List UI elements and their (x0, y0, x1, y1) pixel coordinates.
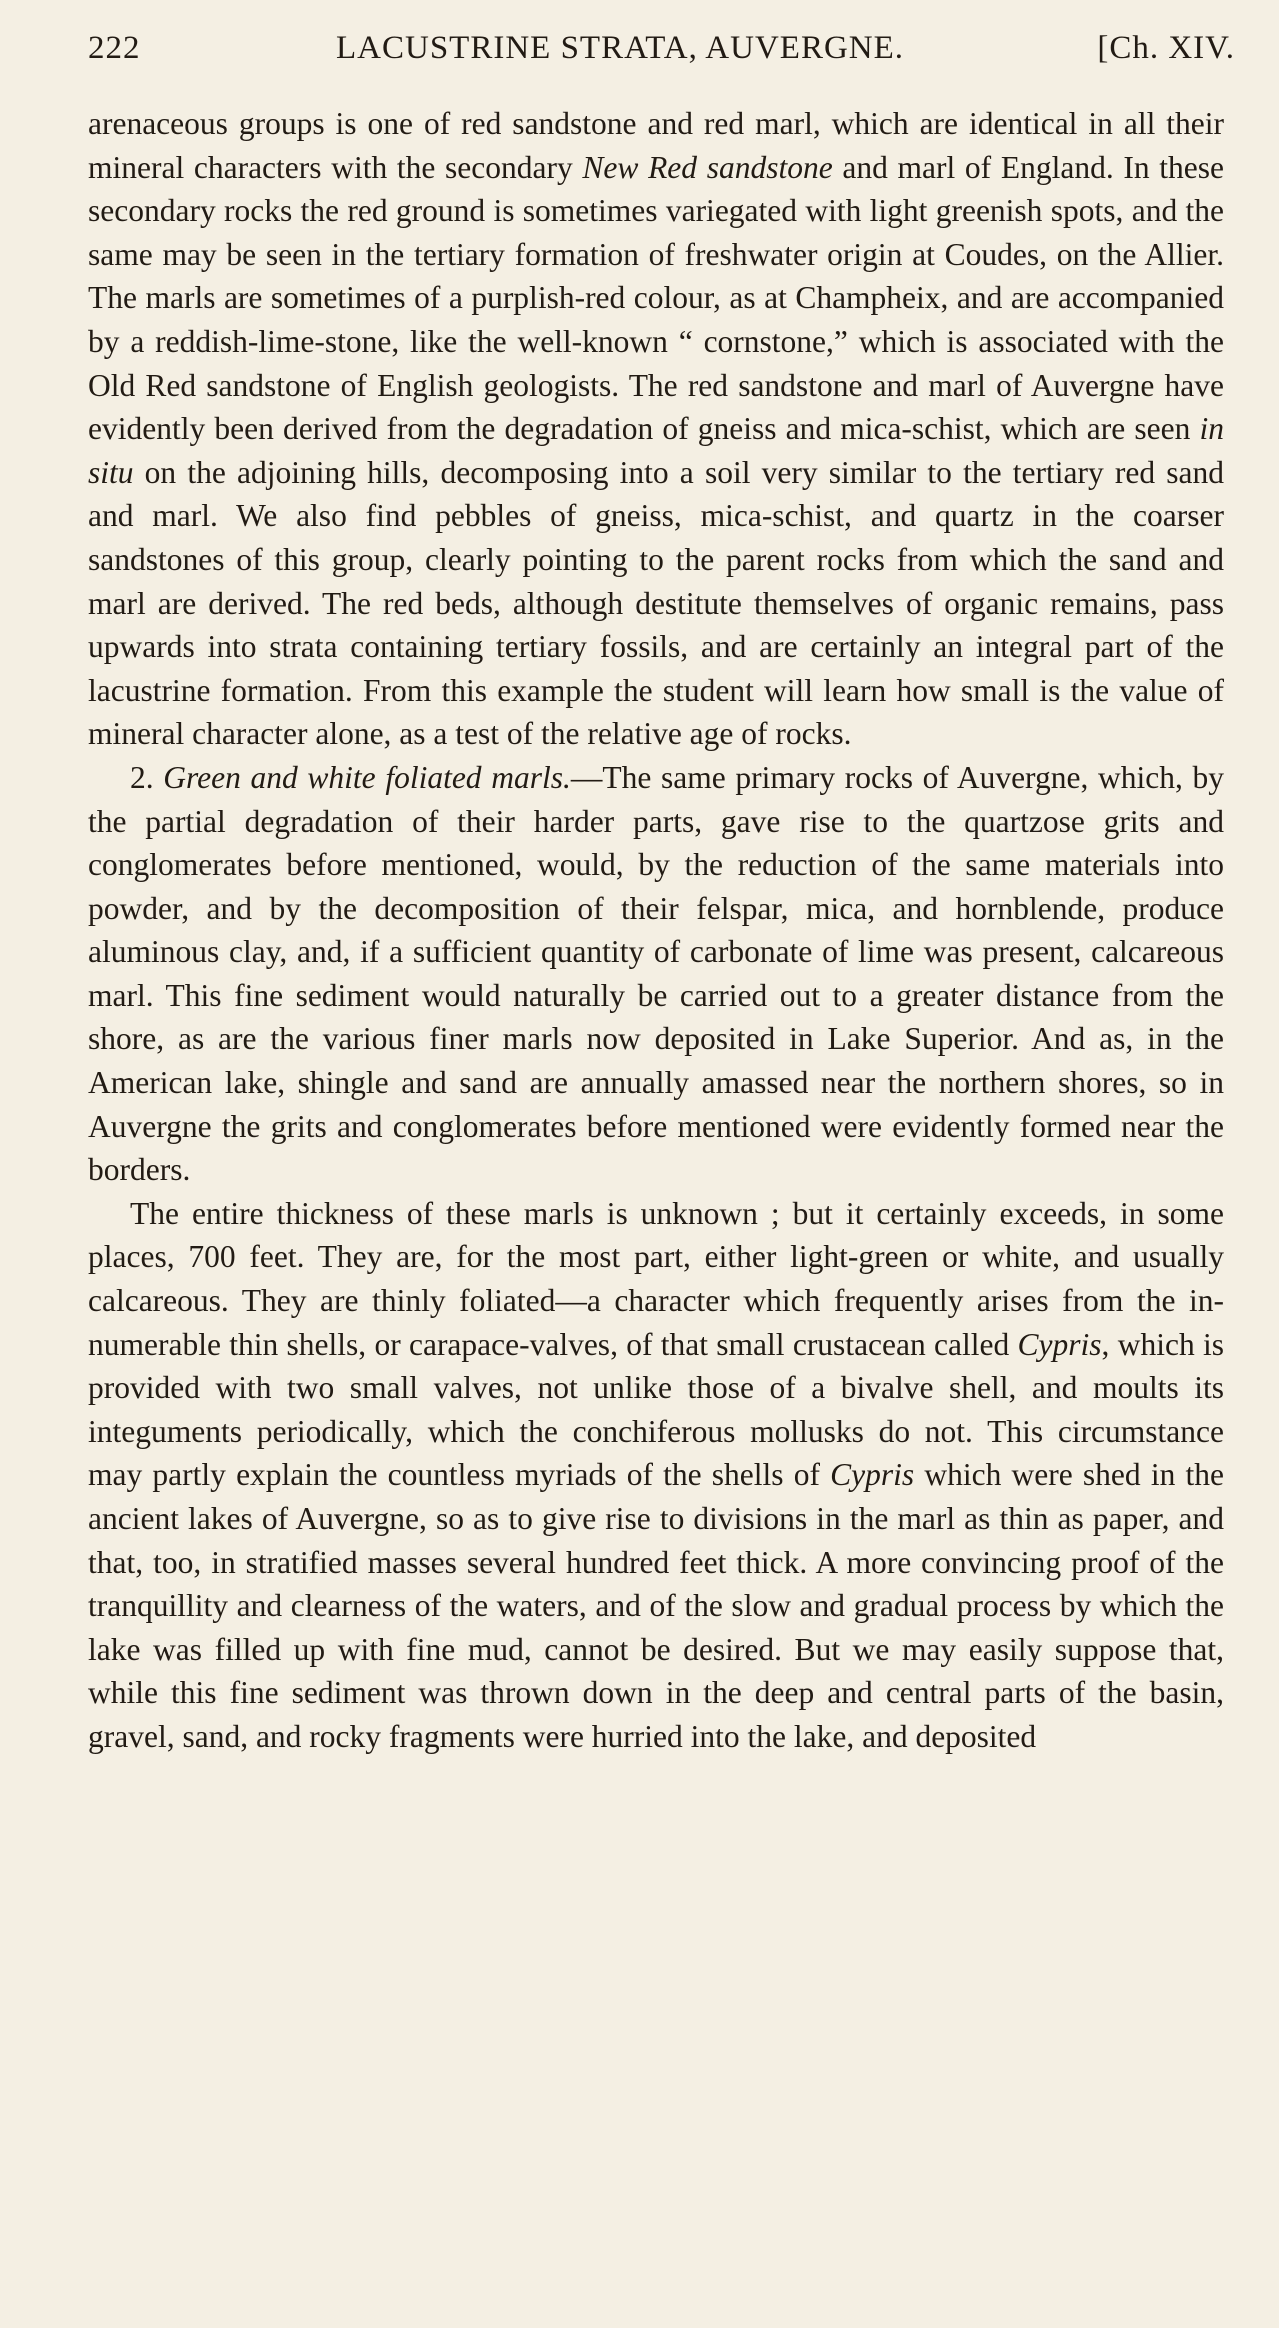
paragraph-foliated-marls (88, 756, 1224, 1192)
italic-term: New Red sandstone (582, 149, 833, 185)
italic-term: Cypris (1017, 1326, 1102, 1362)
italic-term: Cypris (830, 1457, 915, 1493)
paragraph-text: The entire thickness of these marls is unknown ; but it certainly exceeds, in some places, 700 feet. They are, for the most part, either light-green or white, and usually calcareous. They are thinly foliated—a character which frequently arises from the in-numerable thin shells, or carapace-valves, of that small crustacean called (88, 1195, 1224, 1362)
paragraph-text: and marl of England. In these secondary rocks the red ground is sometimes variegated with light greenish spots, and the same may be seen in the tertiary formation of freshwater origin at Coudes, on the Allier. The marls are sometimes of a purplish-red colour, as at Champheix, and are accompanied by a reddish-lime-stone, like the well-known “ cornstone,” which is associated with the Old Red sandstone of English geologists. The red sandstone and marl of Auvergne have evidently been derived from the degradation of gneiss and mica-schist, which are seen (88, 149, 1224, 447)
italic-term: in situ (88, 411, 1224, 490)
paragraph-text: 2. (130, 759, 164, 795)
page-body (88, 102, 1224, 1759)
paragraph-text: which were shed in the ancient lakes of Auvergne, so as to give rise to divisions in the marl as thin as paper, and that, too, in stratified masses several hundred feet thick. A more convincing proof of the tranquillity and clearness of the waters, and of the slow and gradual process by which the lake was filled up with fine mud, cannot be desired. But we may easily suppose that, while this fine sediment was thrown down in the deep and central parts of the basin, gravel, sand, and rocky fragments were hurried into the lake, and deposited (88, 1457, 1225, 1754)
chapter-label: [Ch. XIV. (1097, 30, 1235, 66)
page-number: 222 (88, 30, 141, 66)
paragraph-text: , which is provided with two small valves, not unlike those of a bivalve shell, and moults its integuments periodically, which the conchiferous mollusks do not. This circumstance may partly explain the countless myriads of the shells of (88, 1326, 1224, 1493)
running-header (88, 30, 1235, 80)
paragraph-text: arenaceous groups is one of red sandstone and red marl, which are identical in all their mineral characters with the secondary (88, 106, 1224, 185)
paragraph-marl-thickness (88, 1192, 1224, 1759)
section-heading: Green and white foliated marls. (163, 759, 571, 795)
paragraph-text: —The same primary rocks of Auvergne, which, by the partial degradation of their harder parts, gave rise to the quartzose grits and conglomerates before mentioned, would, by the reduction of the same materials into powder, and by the decomposition of their felspar, mica, and hornblende, produce aluminous clay, and, if a sufficient quantity of carbonate of lime was present, calcareous marl. This fine sediment would naturally be carried out to a greater distance from the shore, as are the various finer marls now deposited in Lake Superior. And as, in the American lake, shingle and sand are annually amassed near the northern shores, so in Auvergne the grits and conglomerates before mentioned were evidently formed near the borders. (88, 759, 1224, 1188)
paragraph-red-sandstone (88, 102, 1224, 756)
paragraph-text: on the adjoining hills, decomposing into a soil very similar to the tertiary red sand and marl. We also find pebbles of gneiss, mica-schist, and quartz in the coarser sandstones of this group, clearly pointing to the parent rocks from which the sand and marl are derived. The red beds, although destitute themselves of organic remains, pass upwards into strata containing tertiary fossils, and are certainly an integral part of the lacustrine formation. From this example the student will learn how small is the value of mineral character alone, as a test of the relative age of rocks. (88, 454, 1224, 752)
running-title: LACUSTRINE STRATA, AUVERGNE. (336, 30, 905, 66)
